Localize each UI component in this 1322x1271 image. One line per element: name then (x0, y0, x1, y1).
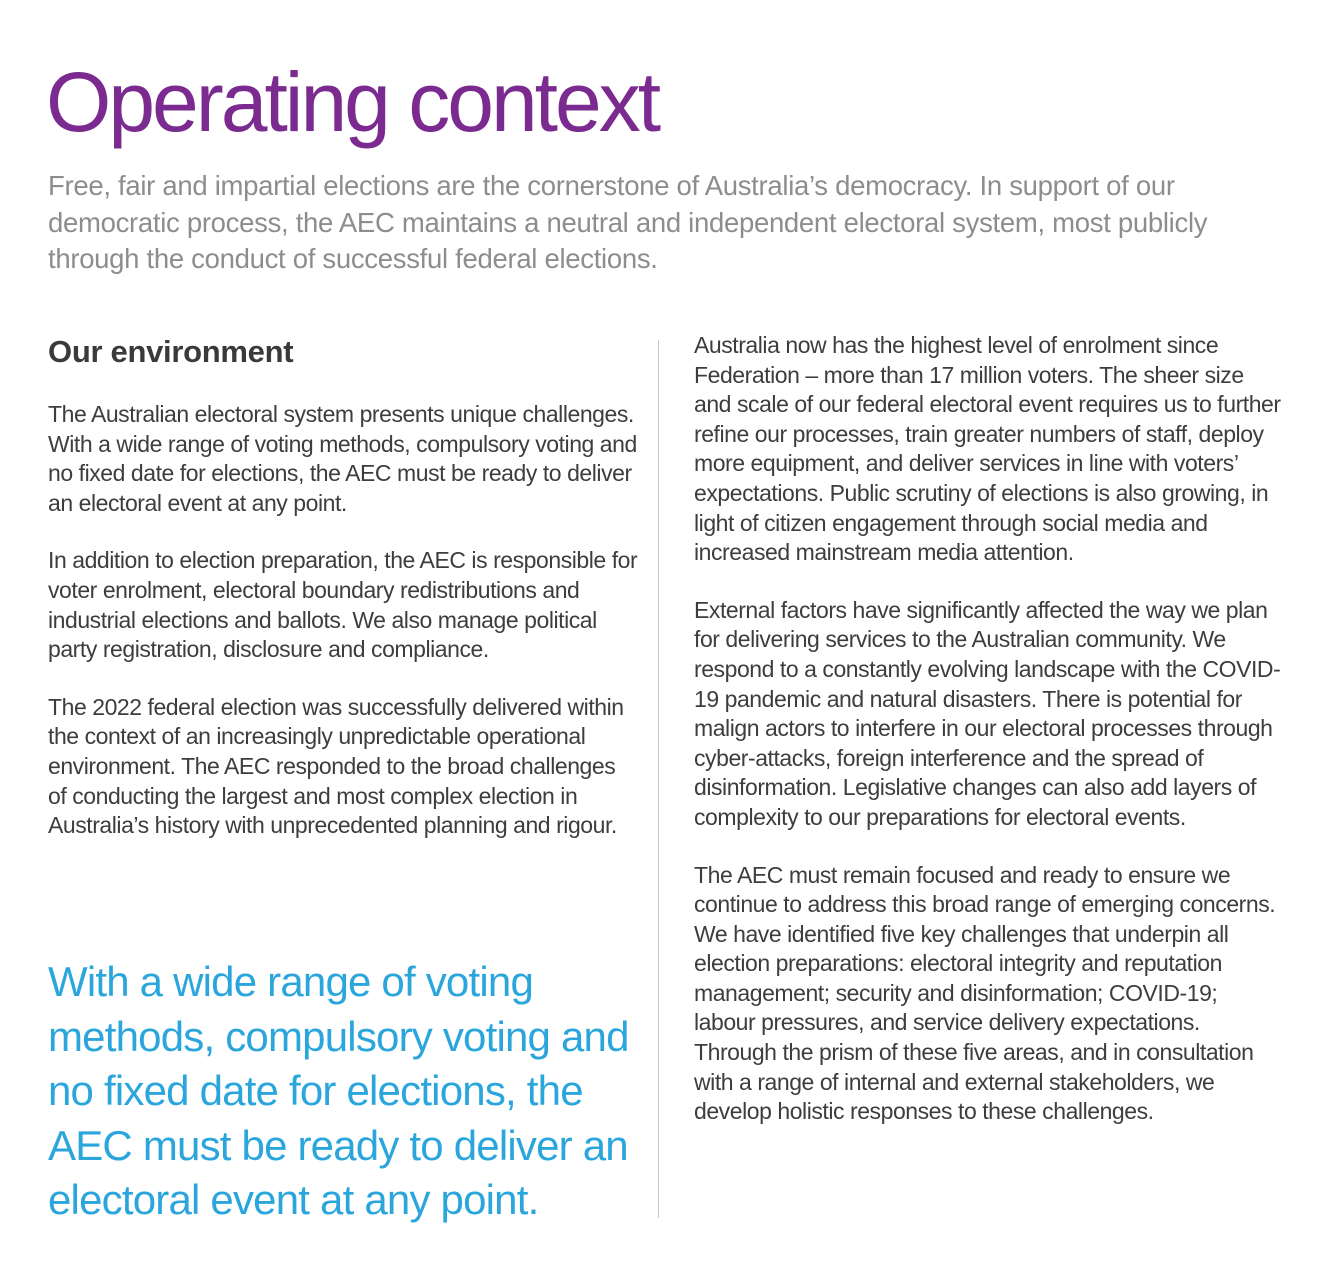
left-column (48, 330, 638, 869)
body-paragraph: The AEC must remain focused and ready to ensure we continue to address this broad range of emerging concerns. We have identified five key challenges that underpin all election preparations: electoral integrity and reputation management; security and disinformation; COVID-19; labour pressures, and service delivery expectations. Through the prism of these five areas, and in consultation with a range of internal and external stakeholders, we develop holistic responses to these challenges. (694, 861, 1276, 1125)
body-paragraph: The 2022 federal election was successfully delivered within the context of an increasingly unpredictable operational environment. The AEC responded to the broad challenges of conducting the largest and most complex election in Australia’s history with unprecedented planning and rigour. (48, 693, 624, 839)
body-paragraph: External factors have significantly affected the way we plan for delivering services to the Australian community. We respond to a constantly evolving landscape with the COVID-19 pandemic and natural disasters. There is potential for malign actors to interfere in our electoral processes through cyber-attacks, foreign interference and the spread of disinformation. Legislative changes can also add layers of complexity to our preparations for electoral events. (694, 596, 1281, 830)
column-divider (658, 340, 659, 1218)
section-heading: Our environment (48, 334, 294, 369)
right-column (694, 331, 1284, 1155)
pull-quote: With a wide range of voting methods, compulsory voting and no fixed date for elections, the AEC must be ready to deliver an electoral event at any point. (48, 958, 629, 1223)
body-paragraph: The Australian electoral system presents unique challenges. With a wide range of voting methods, compulsory voting and no fixed date for elections, the AEC must be ready to deliver an electoral event at any point. (48, 401, 637, 516)
body-paragraph: In addition to election preparation, the AEC is responsible for voter enrolment, electoral boundary redistributions and industrial elections and ballots. We also manage political party registration, disclosure and compliance. (48, 547, 638, 663)
body-paragraph: Australia now has the highest level of enrolment since Federation – more than 17 million voters. The sheer size and scale of our federal electoral event requires us to further refine our processes, train greater numbers of staff, deploy more equipment, and deliver services in line with voters’ expectations. Public scrutiny of elections is also growing, in light of citizen engagement through social media and increased mainstream media attention. (694, 332, 1281, 566)
intro-paragraph: Free, fair and impartial elections are the cornerstone of Australia’s democracy. In support of our democratic process, the AEC maintains a neutral and independent electoral system, most publicly through the conduct of successful federal elections. (48, 170, 1208, 274)
page-title: Operating context (46, 55, 659, 149)
